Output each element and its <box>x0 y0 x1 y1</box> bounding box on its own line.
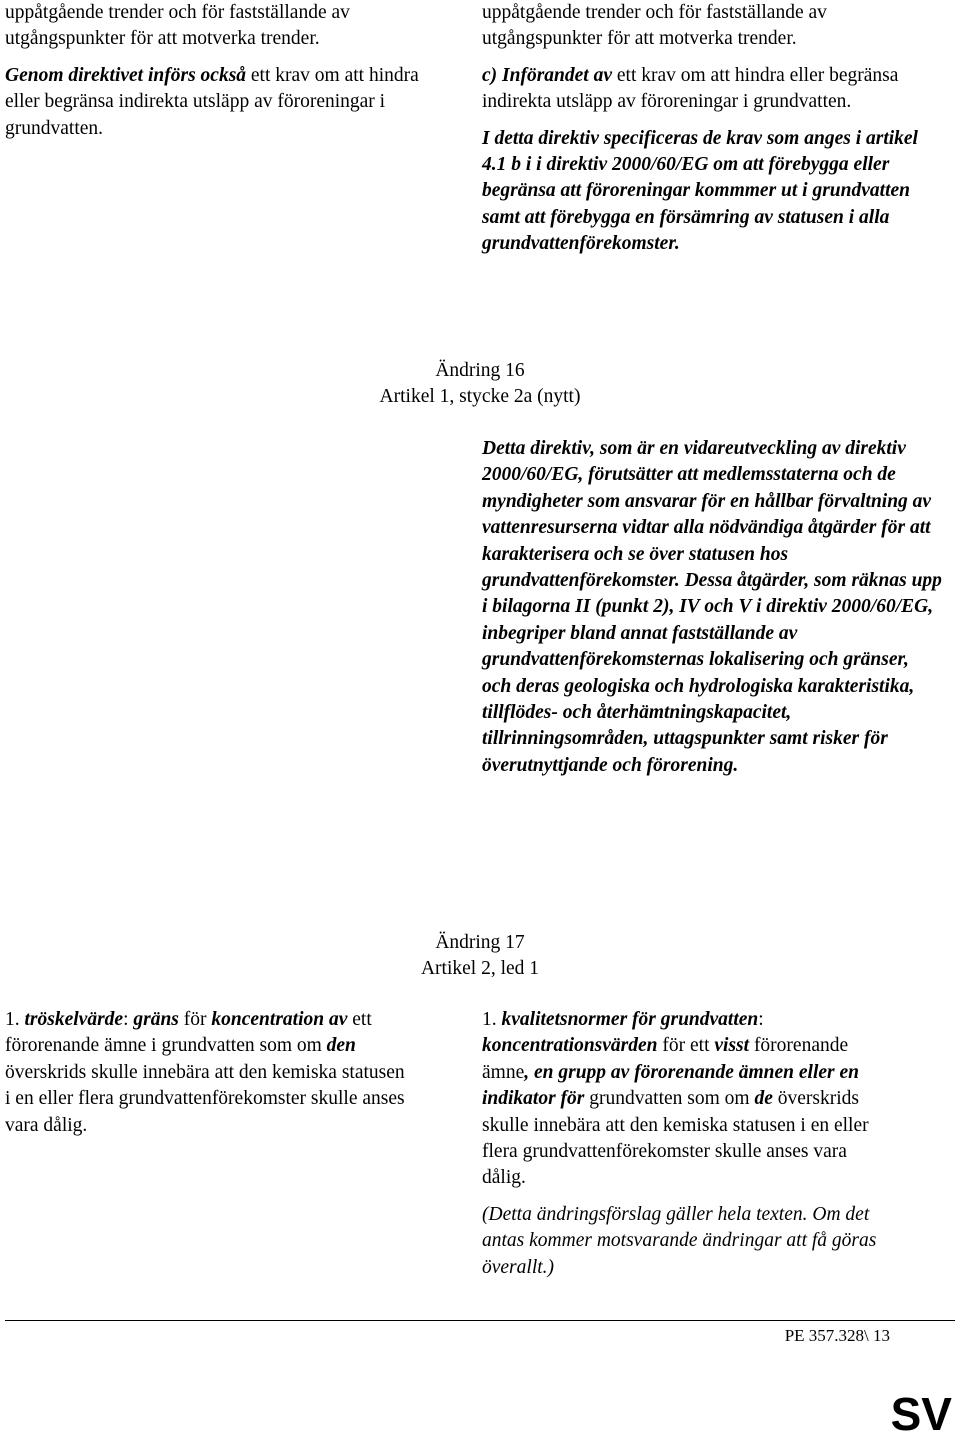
footer-ref: PE 357.328\ 13 <box>784 1326 890 1345</box>
amendment17-right-block <box>482 1007 892 1281</box>
a17-left-t6: ett förorenande ämne i grundvatten som om <box>5 1009 372 1057</box>
top-right-c-para <box>482 63 942 116</box>
a17-left-t4: för <box>178 1009 212 1030</box>
a17-right-t7: , en grupp av förorenande ämnen eller en indikator för <box>482 1061 859 1110</box>
top-left-line2: utgångspunkter för att motverka trender. <box>5 28 320 50</box>
a17-left-num: 1. <box>5 1009 25 1030</box>
a17-right-t6: förorenande ämne <box>482 1035 849 1083</box>
footer-rule <box>5 1320 955 1321</box>
amendment17-title: Ändring 17 <box>435 932 525 953</box>
amendment17-left-block <box>5 1007 410 1139</box>
a17-left-t2: : <box>123 1009 134 1030</box>
amendment16-text: Detta direktiv, som är en vidareutveckling av direktiv 2000/60/EG, förutsätter att medlemsstaterna och de myndigheter som ansvarar för en hållbar förvaltning av vattenresurserna vidtar alla nödvändiga åtgärder för att karakterisera och se över statusen hos grundvattenförekomster. Dessa åtgärder, som räknas upp i bilagorna II (punkt 2), IV och V i direktiv 2000/60/EG, inbegriper bland annat fastställande av grundvattenförekomsternas lokalisering och gränser, och deras geologiska och hydrologiska karakteristika, tillflödes- och återhämtningskapacitet, tillrinningsområden, uttagspunkter samt risker för överutnyttjande och förorening. <box>482 438 942 776</box>
amendment17-subtitle: Artikel 2, led 1 <box>420 958 540 979</box>
a17-left-t7: den <box>326 1035 356 1057</box>
a17-right-t1: kvalitetsnormer för grundvatten <box>501 1009 759 1030</box>
a17-right-t5: visst <box>714 1035 750 1057</box>
a17-left-t5: koncentration av <box>211 1009 348 1030</box>
top-right-c-bold: c) Införandet av <box>482 64 612 86</box>
amendment17-right-para <box>482 1007 892 1192</box>
top-left-bold-intro: Genom direktivet införs också <box>5 64 247 86</box>
top-right-c-rest: ett krav om att hindra eller begränsa indirekta utsläpp av föroreningar i grundvatten. <box>482 64 899 113</box>
a17-right-t2: : <box>758 1009 764 1030</box>
a17-left-t3: gräns <box>133 1009 179 1030</box>
a17-right-t3: koncentrationsvärden <box>482 1035 658 1057</box>
amendment16-text-block <box>482 436 942 779</box>
a17-right-t9: de <box>754 1088 773 1110</box>
top-left-rest: ett krav om att hindra eller begränsa indirekta utsläpp av föroreningar i grundvatten. <box>5 64 419 139</box>
a17-right-t4: för ett <box>657 1035 715 1057</box>
top-right-line1: uppåtgående trender och för fastställande av <box>482 2 827 23</box>
top-right-block <box>482 0 942 258</box>
amendment16-title: Ändring 16 <box>435 360 525 381</box>
footer-language-code: SV <box>890 1388 952 1440</box>
top-left-block <box>5 0 425 142</box>
top-left-para <box>5 63 425 142</box>
amendment17-left-para <box>5 1007 410 1139</box>
a17-left-t8: överskrids skulle innebära att den kemiska statusen i en eller flera grundvattenförekomster skulle anses vara dålig. <box>5 1061 405 1136</box>
top-right-line2: utgångspunkter för att motverka trender. <box>482 28 797 50</box>
amendment17-right-note: (Detta ändringsförslag gäller hela texten. Om det antas kommer motsvarande ändringar att få göras överallt.) <box>482 1203 877 1278</box>
amendment16-subtitle: Artikel 1, stycke 2a (nytt) <box>379 386 581 407</box>
a17-right-num: 1. <box>482 1009 502 1030</box>
a17-right-t10: överskrids skulle innebära att den kemiska statusen i en eller flera grundvattenförekomster skulle anses vara dålig. <box>482 1088 869 1189</box>
top-right-italic-para: I detta direktiv specificeras de krav som anges i artikel 4.1 b i i direktiv 2000/60/EG om att förebygga eller begränsa att föroreningar kommmer ut i grundvatten samt att förebygga en försämring av statusen i alla grundvattenförekomster. <box>482 127 918 255</box>
top-left-line1: uppåtgående trender och för fastställande av <box>5 2 350 23</box>
a17-right-t8: grundvatten som om <box>584 1088 755 1110</box>
a17-left-t1: tröskelvärde <box>24 1009 124 1030</box>
